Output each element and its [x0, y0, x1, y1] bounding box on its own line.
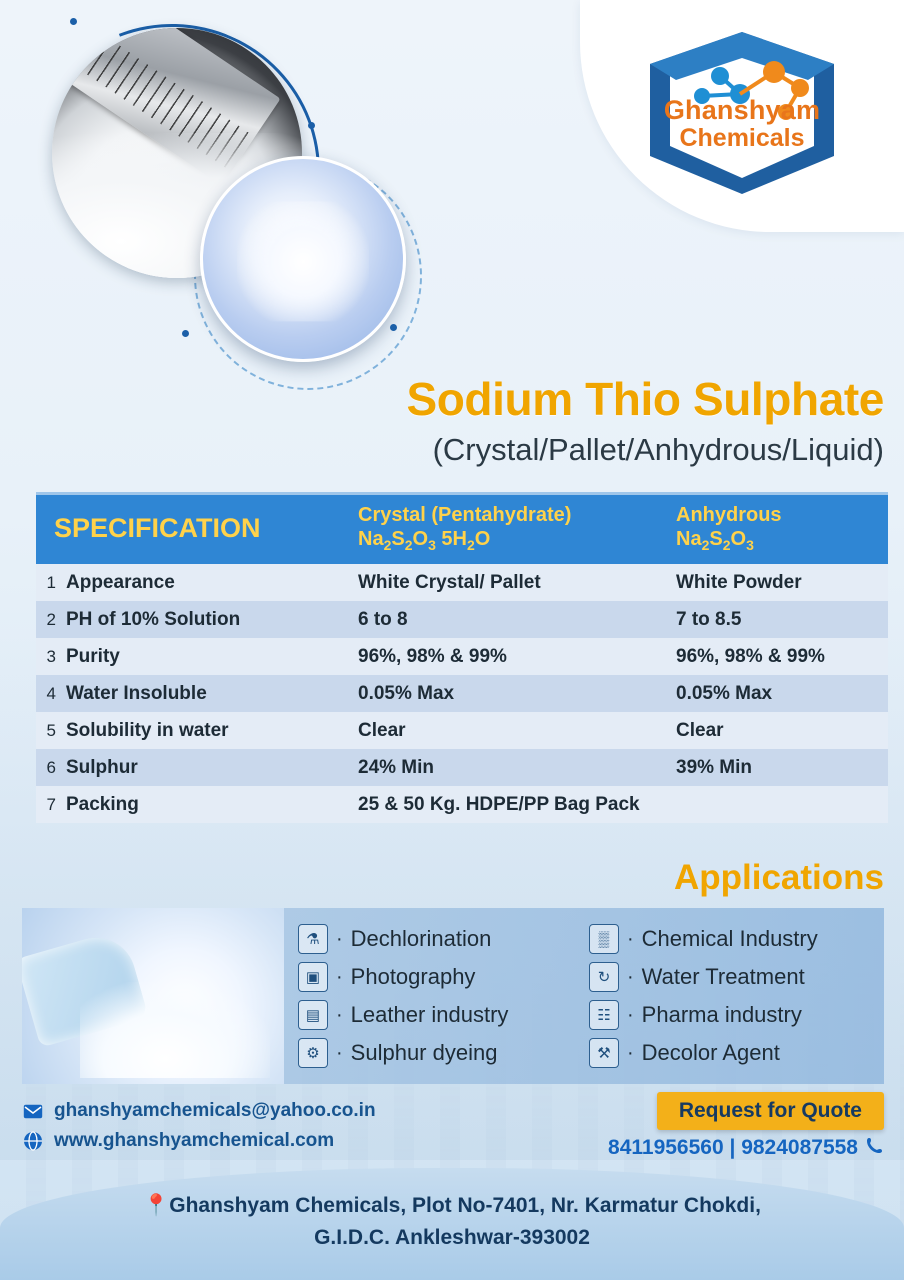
formula-crystal: $Na_2S_2O_3$ $5H_2O$: [358, 528, 491, 554]
application-label: Leather industry: [350, 1002, 509, 1027]
application-item: [298, 1034, 589, 1072]
table-row: [36, 786, 888, 823]
row-anhydrous-value: 96%, 98% & 99%: [676, 645, 825, 667]
row-property: Packing: [66, 793, 139, 815]
crystal-cluster: [237, 201, 369, 321]
request-for-quote-button[interactable]: Request for Quote: [657, 1092, 884, 1130]
bullet: ·: [627, 928, 634, 950]
bullet: ·: [627, 1004, 634, 1026]
application-item: [298, 958, 589, 996]
company-logo: [624, 22, 860, 212]
row-anhydrous-value: 39% Min: [676, 756, 753, 778]
phone-numbers[interactable]: [608, 1136, 884, 1160]
row-anhydrous-value: Clear: [676, 719, 724, 741]
powder-pile: [80, 982, 270, 1078]
globe-icon: [22, 1130, 44, 1152]
decorative-dot: [390, 324, 397, 331]
logo-wordmark: [624, 96, 860, 152]
row-anhydrous-value: White Powder: [676, 571, 802, 593]
sulphur-dyeing-icon: ⚙: [298, 1038, 328, 1068]
logo-company-name: Ghanshyam: [663, 95, 821, 125]
applications-photo: [22, 908, 284, 1084]
applications-title: Applications: [673, 858, 884, 897]
footer-address: [0, 1168, 904, 1280]
envelope-icon: [22, 1100, 44, 1122]
row-property: PH of 10% Solution: [66, 608, 241, 630]
bullet: ·: [336, 966, 343, 988]
application-item: [589, 920, 880, 958]
application-label: Sulphur dyeing: [350, 1040, 498, 1065]
table-row: [36, 749, 888, 786]
pharma-industry-icon: ☷: [589, 1000, 619, 1030]
decorative-dot: [70, 18, 77, 25]
row-property: Appearance: [66, 571, 175, 593]
table-row: [36, 638, 888, 675]
row-crystal-value: 6 to 8: [358, 608, 408, 630]
row-crystal-value: 96%, 98% & 99%: [358, 645, 507, 667]
bullet: ·: [336, 1004, 343, 1026]
application-item: [589, 1034, 880, 1072]
row-property: Water Insoluble: [66, 682, 207, 704]
page-subtitle: (Crystal/Pallet/Anhydrous/Liquid): [432, 432, 884, 467]
row-property: Purity: [66, 645, 120, 667]
application-label: Water Treatment: [641, 964, 805, 989]
photography-camera-icon: ▣: [298, 962, 328, 992]
application-item: [589, 996, 880, 1034]
table-row: [36, 675, 888, 712]
row-property: Sulphur: [66, 756, 138, 778]
logo-company-sub: Chemicals: [679, 123, 805, 152]
row-crystal-value: Clear: [358, 719, 406, 741]
table-header-row: [36, 492, 888, 564]
bullet: ·: [627, 966, 634, 988]
dechlorination-icon: ⚗: [298, 924, 328, 954]
email-row[interactable]: [22, 1100, 542, 1122]
contact-block: [22, 1100, 542, 1160]
table-row: [36, 564, 888, 601]
application-label: Dechlorination: [350, 926, 492, 951]
row-number: 6: [46, 757, 56, 777]
website-text: www.ghanshyamchemical.com: [54, 1130, 335, 1151]
leather-industry-icon: ▤: [298, 1000, 328, 1030]
email-text: ghanshyamchemicals@yahoo.co.in: [54, 1100, 376, 1121]
table-header-crystal: Crystal (Pentahydrate) $Na_2S_2O_3$ $5H_2O$: [358, 503, 676, 554]
phone-text: 8411956560 | 9824087558: [608, 1136, 858, 1159]
application-label: Chemical Industry: [641, 926, 818, 951]
row-number: 2: [46, 609, 56, 629]
footer-line-2: G.I.D.C. Ankleshwar-393002: [314, 1225, 590, 1249]
table-header-specification: SPECIFICATION: [54, 513, 261, 544]
footer-line-1: 📍Ghanshyam Chemicals, Plot No-7401, Nr. Karmatur Chokdi,: [143, 1194, 761, 1217]
website-row[interactable]: [22, 1130, 542, 1152]
row-crystal-value: 24% Min: [358, 756, 435, 778]
row-number: 1: [46, 572, 56, 592]
application-item: [298, 996, 589, 1034]
application-label: Photography: [350, 964, 476, 989]
application-label: Decolor Agent: [641, 1040, 780, 1065]
bullet: ·: [336, 1042, 343, 1064]
decolor-agent-flask-icon: ⚒: [589, 1038, 619, 1068]
row-number: 5: [46, 720, 56, 740]
bullet: ·: [627, 1042, 634, 1064]
applications-right-column: [589, 920, 880, 1072]
crystal-closeup-photo: [200, 156, 406, 362]
title-block: [20, 372, 884, 468]
logo-container: [580, 0, 904, 232]
water-treatment-icon: ↻: [589, 962, 619, 992]
page-title: Sodium Thio Sulphate: [406, 373, 884, 425]
specification-table: [36, 492, 888, 823]
application-item: [589, 958, 880, 996]
applications-lists: [284, 908, 884, 1084]
table-header-anhydrous: Anhydrous $Na_2S_2O_3$: [676, 503, 888, 554]
row-property: Solubility in water: [66, 719, 229, 741]
row-anhydrous-value: 7 to 8.5: [676, 608, 742, 630]
applications-panel: [22, 908, 884, 1084]
chemical-industry-icon: ▒: [589, 924, 619, 954]
row-crystal-value: White Crystal/ Pallet: [358, 571, 541, 593]
row-packing-value: 25 & 50 Kg. HDPE/PP Bag Pack: [358, 793, 640, 815]
bullet: ·: [336, 928, 343, 950]
row-crystal-value: 0.05% Max: [358, 682, 455, 704]
application-item: [298, 920, 589, 958]
table-row: [36, 601, 888, 638]
decorative-dot: [308, 122, 315, 129]
product-photo-cluster: [8, 6, 428, 346]
formula-anhydrous: $Na_2S_2O_3$: [676, 528, 754, 554]
row-number: 4: [46, 683, 56, 703]
decorative-dot: [182, 330, 189, 337]
row-number: 7: [46, 794, 56, 814]
table-row: [36, 712, 888, 749]
location-pin-icon: 📍: [143, 1194, 170, 1217]
applications-left-column: [298, 920, 589, 1072]
row-anhydrous-value: 0.05% Max: [676, 682, 773, 704]
phone-icon: [866, 1136, 884, 1160]
application-label: Pharma industry: [641, 1002, 802, 1027]
row-number: 3: [46, 646, 56, 666]
